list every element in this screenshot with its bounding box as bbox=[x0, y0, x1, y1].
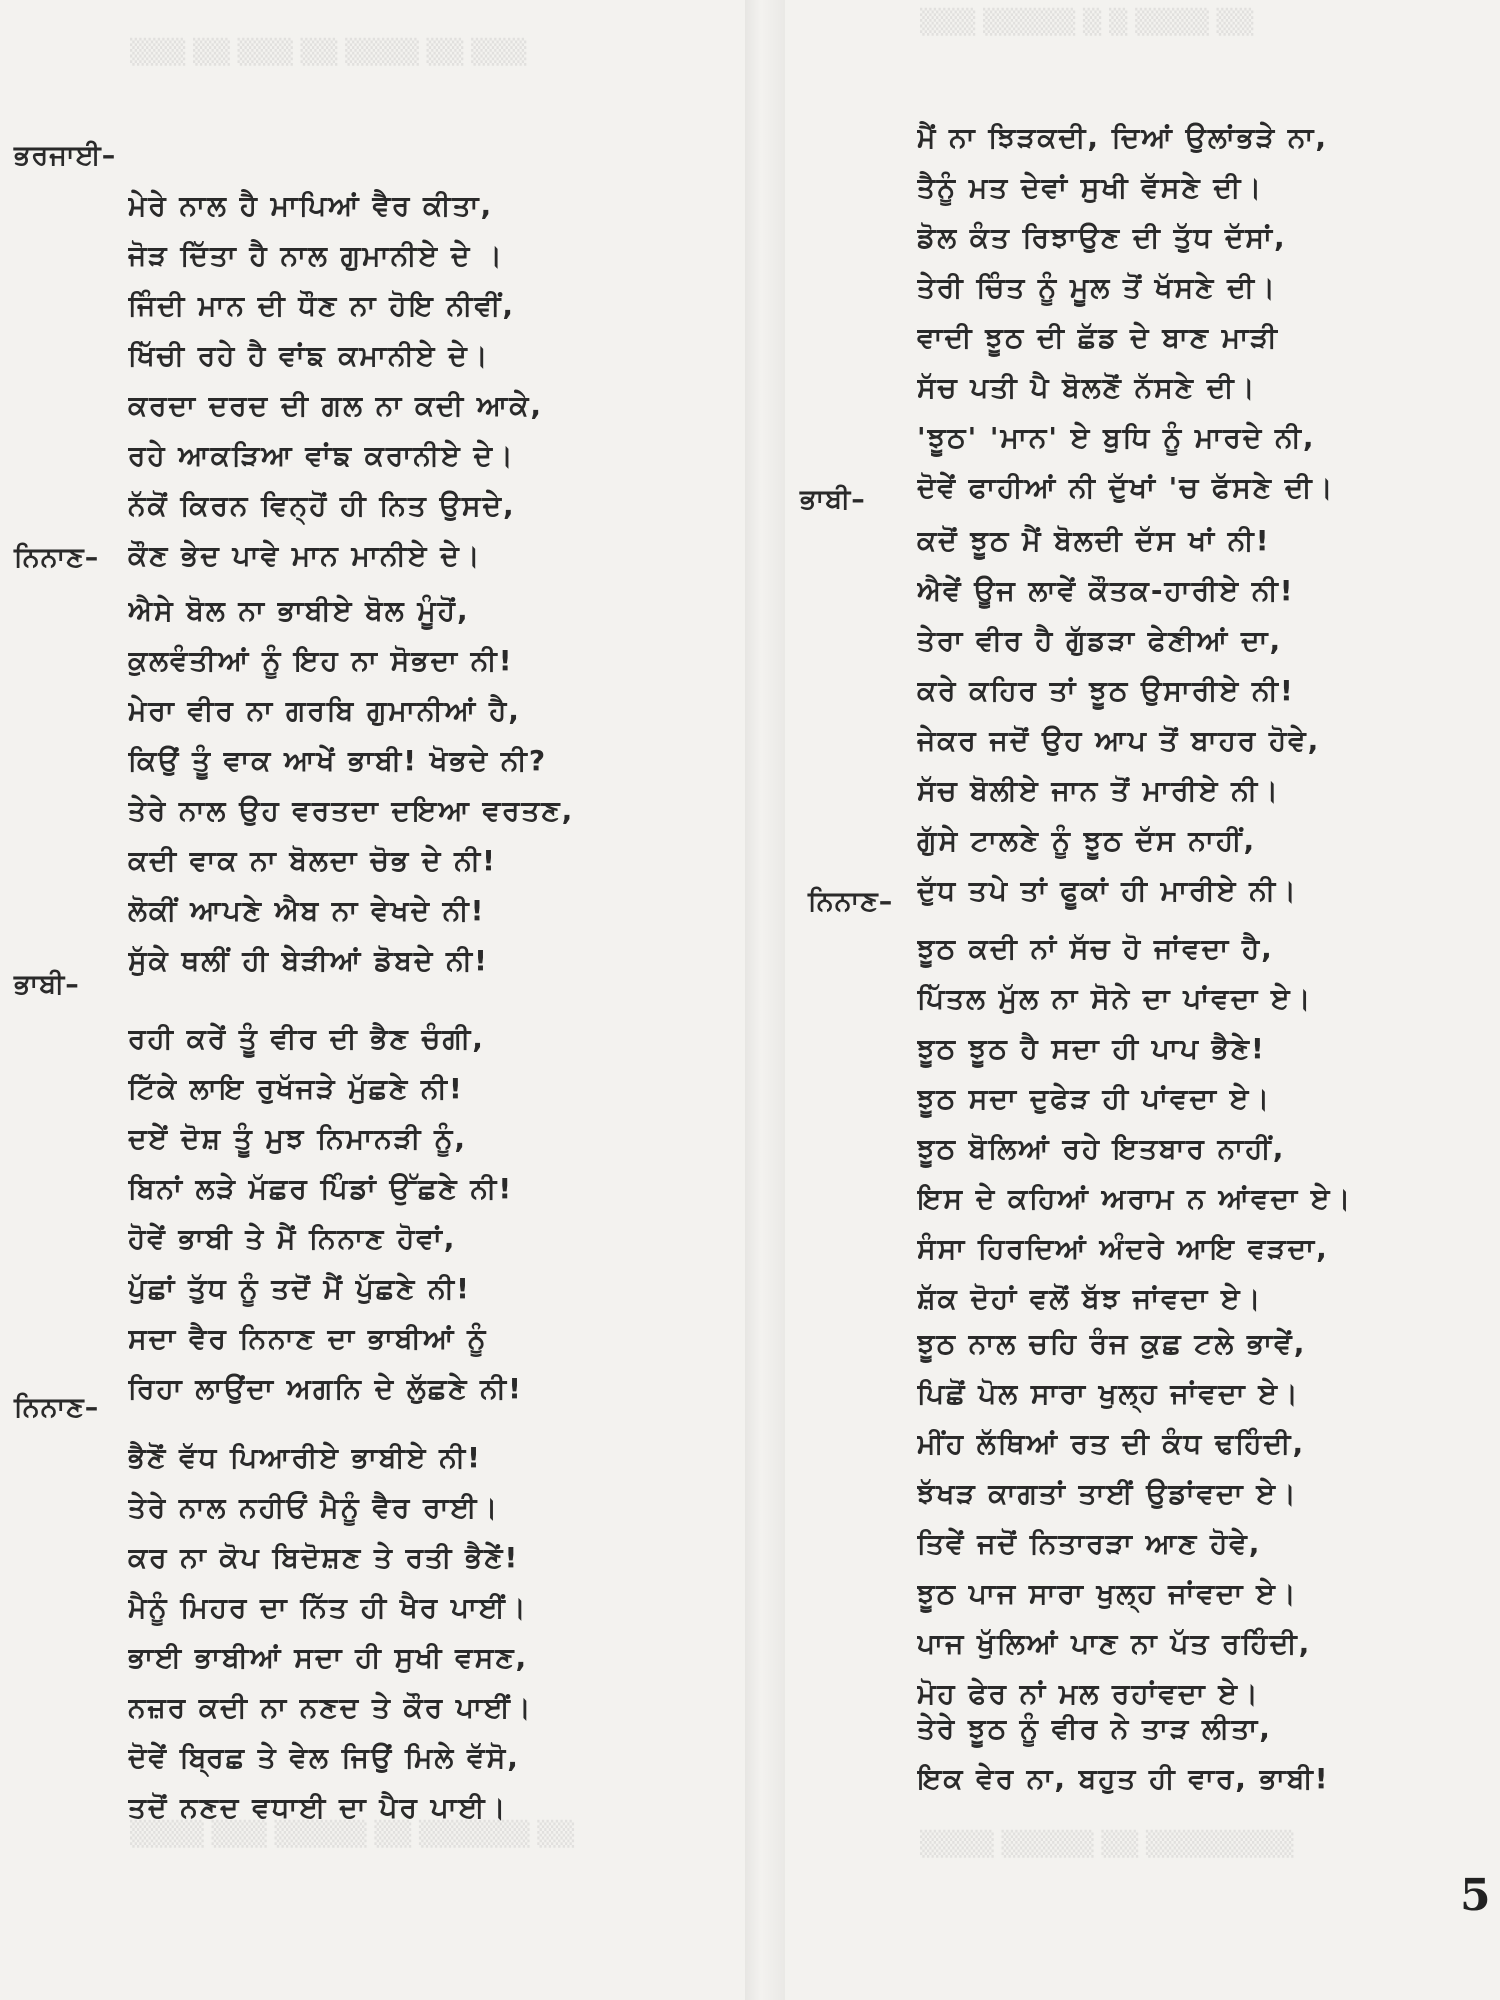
verse-line: ਝੂਠ ਪਾਜ ਸਾਰਾ ਖੁਲ੍ਹ ਜਾਂਵਦਾ ਏ। bbox=[917, 1577, 1298, 1610]
verse-line: ਜਿੰਦੀ ਮਾਨ ਦੀ ਧੌਣ ਨਾ ਹੋਇ ਨੀਵੀਂ, bbox=[128, 289, 516, 322]
verse-line: ਤਦੋਂ ਨਣਦ ਵਧਾਈ ਦਾ ਪੈਰ ਪਾਈ। bbox=[128, 1791, 508, 1824]
verse-stanza bbox=[917, 1704, 1417, 1804]
speaker-label: ਨਿਨਾਣ– bbox=[14, 542, 100, 573]
verse-line: ਸੁੱਕੇ ਥਲੀਂ ਹੀ ਬੇੜੀਆਂ ਡੋਬਦੇ ਨੀ! bbox=[128, 944, 489, 977]
verse-line: ਗੁੱਸੇ ਟਾਲਣੇ ਨੂੰ ਝੂਠ ਦੱਸ ਨਾਹੀਂ, bbox=[917, 824, 1257, 857]
verse-stanza bbox=[128, 181, 598, 581]
verse-line: ਨੱਕੋਂ ਕਿਰਨ ਵਿਨ੍ਹੋਂ ਹੀ ਨਿਤ ਉਸਦੇ, bbox=[128, 489, 516, 522]
verse-line: ਜੇਕਰ ਜਦੋਂ ਉਹ ਆਪ ਤੋਂ ਬਾਹਰ ਹੋਵੇ, bbox=[917, 724, 1321, 757]
verse-stanza bbox=[128, 1014, 598, 1414]
verse-line: ਹੋਵੇਂ ਭਾਬੀ ਤੇ ਮੈਂ ਨਿਨਾਣ ਹੋਵਾਂ, bbox=[128, 1222, 457, 1255]
verse-line: ਦੋਵੇਂ ਬ੍ਰਿਛ ਤੇ ਵੇਲ ਜਿਉਂ ਮਿਲੇ ਵੱਸੋ, bbox=[128, 1741, 520, 1774]
verse-line: ਤਿਵੇਂ ਜਦੋਂ ਨਿਤਾਰੜਾ ਆਣ ਹੋਵੇ, bbox=[917, 1527, 1262, 1560]
verse-line: ਲੋਕੀਂ ਆਪਣੇ ਐਬ ਨਾ ਵੇਖਦੇ ਨੀ! bbox=[128, 894, 486, 927]
verse-line: ਸੱਚ ਬੋਲੀਏ ਜਾਨ ਤੋਂ ਮਾਰੀਏ ਨੀ। bbox=[917, 774, 1281, 807]
speaker-label: ਨਿਨਾਣ– bbox=[808, 886, 894, 917]
verse-line: ਪਾਜ ਖੁੱਲਿਆਂ ਪਾਣ ਨਾ ਪੱਤ ਰਹਿੰਦੀ, bbox=[917, 1627, 1312, 1660]
verse-stanza bbox=[917, 516, 1417, 916]
speaker-label: ਭਾਬੀ– bbox=[800, 484, 866, 515]
verse-line: ਕੌਣ ਭੇਦ ਪਾਵੇ ਮਾਨ ਮਾਨੀਏ ਦੇ। bbox=[128, 539, 482, 572]
verse-line: ਇਸ ਦੇ ਕਹਿਆਂ ਅਰਾਮ ਨ ਆਂਵਦਾ ਏ। bbox=[917, 1182, 1353, 1215]
verse-line: ਤੈਨੂੰ ਮਤ ਦੇਵਾਂ ਸੁਖੀ ਵੱਸਣੇ ਦੀ। bbox=[917, 171, 1264, 204]
verse-line: ਕਦੀ ਵਾਕ ਨਾ ਬੋਲਦਾ ਚੋਭ ਦੇ ਨੀ! bbox=[128, 844, 497, 877]
verse-line: ਮੈਂ ਨਾ ਝਿੜਕਦੀ, ਦਿਆਂ ਉਲਾਂਭੜੇ ਨਾ, bbox=[917, 121, 1329, 154]
verse-line: ਐਸੇ ਬੋਲ ਨਾ ਭਾਬੀਏ ਬੋਲ ਮੂੰਹੋਂ, bbox=[128, 594, 470, 627]
verse-line: ਪਿੱਤਲ ਮੁੱਲ ਨਾ ਸੋਨੇ ਦਾ ਪਾਂਵਦਾ ਏ। bbox=[917, 982, 1313, 1015]
verse-line: ਐਵੇਂ ਊਜ ਲਾਵੇਂ ਕੌਤਕ-ਹਾਰੀਏ ਨੀ! bbox=[917, 574, 1295, 607]
verse-line: ਬਿਨਾਂ ਲੜੇ ਮੱਛਰ ਪਿੰਡਾਂ ਉੱਛਣੇ ਨੀ! bbox=[128, 1172, 514, 1205]
show-through-text: ▒▒▒ ▒▒▒▒▒ ▒ ▒ ▒▒▒▒ ▒▒ bbox=[920, 8, 1254, 36]
verse-line: ਤੇਰਾ ਵੀਰ ਹੈ ਗੁੱਡੜਾ ਫੇਣੀਆਂ ਦਾ, bbox=[917, 624, 1283, 657]
verse-line: ਕਰੇ ਕਹਿਰ ਤਾਂ ਝੂਠ ਉਸਾਰੀਏ ਨੀ! bbox=[917, 674, 1295, 707]
verse-stanza bbox=[128, 1433, 598, 1833]
verse-stanza bbox=[128, 586, 598, 986]
verse-line: ਮੈਨੂੰ ਮਿਹਰ ਦਾ ਨਿੱਤ ਹੀ ਖੈਰ ਪਾਈਂ। bbox=[128, 1591, 528, 1624]
verse-line: ਮੇਰੇ ਨਾਲ ਹੈ ਮਾਪਿਆਂ ਵੈਰ ਕੀਤਾ, bbox=[128, 189, 494, 222]
verse-line: ਰਹੀ ਕਰੇਂ ਤੂੰ ਵੀਰ ਦੀ ਭੈਣ ਚੰਗੀ, bbox=[128, 1022, 485, 1055]
speaker-label: ਭਾਬੀ– bbox=[14, 969, 80, 1000]
speaker-label: ਭਰਜਾਈ– bbox=[14, 140, 117, 171]
verse-line: ਕਰ ਨਾ ਕੋਪ ਬਿਦੋਸ਼ਣ ਤੇ ਰਤੀ ਭੈਣੇਂ! bbox=[128, 1541, 520, 1574]
verse-line: ਸ਼ੱਕ ਦੋਹਾਂ ਵਲੋਂ ਬੱਝ ਜਾਂਵਦਾ ਏ। bbox=[917, 1282, 1263, 1315]
verse-line: ਦੋਵੇਂ ਫਾਹੀਆਂ ਨੀ ਦੁੱਖਾਂ 'ਚ ਫੱਸਣੇ ਦੀ। bbox=[917, 471, 1335, 504]
verse-line: ਟਿੱਕੇ ਲਾਇ ਰੁਖੱਜੜੇ ਮੁੱਛਣੇ ਨੀ! bbox=[128, 1072, 464, 1105]
verse-line: ਝੂਠ ਝੂਠ ਹੈ ਸਦਾ ਹੀ ਪਾਪ ਭੈਣੇ! bbox=[917, 1032, 1266, 1065]
verse-line: ਇਕ ਵੇਰ ਨਾ, ਬਹੁਤ ਹੀ ਵਾਰ, ਭਾਬੀ! bbox=[917, 1762, 1330, 1795]
verse-line: ਝੱਖੜ ਕਾਗਤਾਂ ਤਾਈਂ ਉਡਾਂਵਦਾ ਏ। bbox=[917, 1477, 1298, 1510]
verse-line: ਤੇਰੇ ਨਾਲ ਉਹ ਵਰਤਦਾ ਦਇਆ ਵਰਤਣ, bbox=[128, 794, 575, 827]
verse-line: ਤੇਰੇ ਝੂਠ ਨੂੰ ਵੀਰ ਨੇ ਤਾੜ ਲੀਤਾ, bbox=[917, 1712, 1272, 1745]
verse-line: ਸੱਚ ਪਤੀ ਪੈ ਬੋਲਣੋਂ ਨੱਸਣੇ ਦੀ। bbox=[917, 371, 1257, 404]
show-through-text: ▒▒▒▒ ▒▒▒▒▒ ▒▒ ▒▒▒▒▒▒▒▒ bbox=[920, 1830, 1294, 1858]
verse-line: ਕੁਲਵੰਤੀਆਂ ਨੂੰ ਇਹ ਨਾ ਸੋਭਦਾ ਨੀ! bbox=[128, 644, 514, 677]
verse-line: ਡੋਲ ਕੰਤ ਰਿਝਾਉਣ ਦੀ ਤੁੱਧ ਦੱਸਾਂ, bbox=[917, 221, 1287, 254]
verse-line: ਮੇਰਾ ਵੀਰ ਨਾ ਗਰਬਿ ਗੁਮਾਨੀਆਂ ਹੈ, bbox=[128, 694, 521, 727]
verse-line: ਝੂਠ ਕਦੀ ਨਾਂ ਸੱਚ ਹੋ ਜਾਂਵਦਾ ਹੈ, bbox=[917, 932, 1274, 965]
verse-line: ਪੁੱਛਾਂ ਤੁੱਧ ਨੂੰ ਤਦੋਂ ਮੈਂ ਪੁੱਛਣੇ ਨੀ! bbox=[128, 1272, 471, 1305]
verse-line: ਭੈਣੋਂ ਵੱਧ ਪਿਆਰੀਏ ਭਾਬੀਏ ਨੀ! bbox=[128, 1441, 482, 1474]
verse-line: ਕਰਦਾ ਦਰਦ ਦੀ ਗਲ ਨਾ ਕਦੀ ਆਕੇ, bbox=[128, 389, 544, 422]
verse-line: ਮੀਂਹ ਲੱਥਿਆਂ ਰਤ ਦੀ ਕੰਧ ਢਹਿੰਦੀ, bbox=[917, 1427, 1306, 1460]
verse-line: ਝੂਠ ਬੋਲਿਆਂ ਰਹੇ ਇਤਬਾਰ ਨਾਹੀਂ, bbox=[917, 1132, 1286, 1165]
page-gutter bbox=[745, 0, 785, 2000]
verse-line: ਸਦਾ ਵੈਰ ਨਿਨਾਣ ਦਾ ਭਾਬੀਆਂ ਨੂੰ bbox=[128, 1322, 488, 1355]
verse-line: ਭਾਈ ਭਾਬੀਆਂ ਸਦਾ ਹੀ ਸੁਖੀ ਵਸਣ, bbox=[128, 1641, 529, 1674]
show-through-text: ▒▒▒▒ ▒▒▒ ▒▒▒▒▒ ▒▒ ▒▒▒▒▒▒ ▒▒ bbox=[130, 1820, 575, 1848]
verse-line: ਖਿੱਚੀ ਰਹੇ ਹੈ ਵਾਂਙ ਕਮਾਨੀਏ ਦੇ। bbox=[128, 339, 490, 372]
verse-stanza bbox=[917, 113, 1417, 513]
page-number: 5 bbox=[1460, 1870, 1491, 1921]
speaker-label: ਨਿਨਾਣ– bbox=[14, 1392, 100, 1423]
verse-stanza bbox=[917, 1319, 1417, 1719]
verse-line: ਰਿਹਾ ਲਾਉਂਦਾ ਅਗਨਿ ਦੇ ਲੁੱਛਣੇ ਨੀ! bbox=[128, 1372, 523, 1405]
verse-line: ਝੂਠ ਨਾਲ ਚਹਿ ਰੰਜ ਕੁਛ ਟਲੇ ਭਾਵੇਂ, bbox=[917, 1327, 1307, 1360]
verse-line: ਨਜ਼ਰ ਕਦੀ ਨਾ ਨਣਦ ਤੇ ਕੌਰ ਪਾਈਂ। bbox=[128, 1691, 533, 1724]
verse-line: ਪਿਛੋਂ ਪੋਲ ਸਾਰਾ ਖੁਲ੍ਹ ਜਾਂਵਦਾ ਏ। bbox=[917, 1377, 1300, 1410]
verse-line: ਕਿਉਂ ਤੂੰ ਵਾਕ ਆਖੇਂ ਭਾਬੀ! ਖੋਭਦੇ ਨੀ? bbox=[128, 744, 548, 777]
verse-line: ਝੂਠ ਸਦਾ ਦੁਫੇੜ ਹੀ ਪਾਂਵਦਾ ਏ। bbox=[917, 1082, 1272, 1115]
verse-line: 'ਝੂਠ' 'ਮਾਨ' ਏ ਬੁਧਿ ਨੂੰ ਮਾਰਦੇ ਨੀ, bbox=[917, 421, 1316, 454]
verse-line: ਕਦੋਂ ਝੂਠ ਮੈਂ ਬੋਲਦੀ ਦੱਸ ਖਾਂ ਨੀ! bbox=[917, 524, 1271, 557]
verse-line: ਵਾਦੀ ਝੂਠ ਦੀ ਛੱਡ ਦੇ ਬਾਣ ਮਾੜੀ bbox=[917, 321, 1279, 354]
verse-line: ਮੋਹ ਫੇਰ ਨਾਂ ਮਲ ਰਹਾਂਵਦਾ ਏ। bbox=[917, 1677, 1260, 1710]
verse-line: ਸੰਸਾ ਹਿਰਦਿਆਂ ਅੰਦਰੇ ਆਇ ਵੜਦਾ, bbox=[917, 1232, 1329, 1265]
verse-line: ਤੇਰੇ ਨਾਲ ਨਹੀਓਂ ਮੈਨੂੰ ਵੈਰ ਰਾਈ। bbox=[128, 1491, 500, 1524]
verse-line: ਤੇਰੀ ਚਿੰਤ ਨੂੰ ਮੂਲ ਤੋਂ ਖੱਸਣੇ ਦੀ। bbox=[917, 271, 1277, 304]
verse-line: ਰਹੇ ਆਕੜਿਆ ਵਾਂਙ ਕਰਾਨੀਏ ਦੇ। bbox=[128, 439, 515, 472]
verse-line: ਦੁੱਧ ਤਪੇ ਤਾਂ ਫੂਕਾਂ ਹੀ ਮਾਰੀਏ ਨੀ। bbox=[917, 874, 1299, 907]
verse-stanza bbox=[917, 924, 1417, 1324]
verse-line: ਜੋੜ ਦਿੱਤਾ ਹੈ ਨਾਲ ਗੁਮਾਨੀਏ ਦੇ । bbox=[128, 239, 505, 272]
verse-line: ਦਏਂ ਦੋਸ਼ ਤੂੰ ਮੁਝ ਨਿਮਾਨੜੀ ਨੂੰ, bbox=[128, 1122, 468, 1155]
show-through-text: ▒▒▒ ▒▒ ▒▒▒ ▒▒ ▒▒▒▒ ▒▒ ▒▒▒ bbox=[130, 38, 527, 66]
